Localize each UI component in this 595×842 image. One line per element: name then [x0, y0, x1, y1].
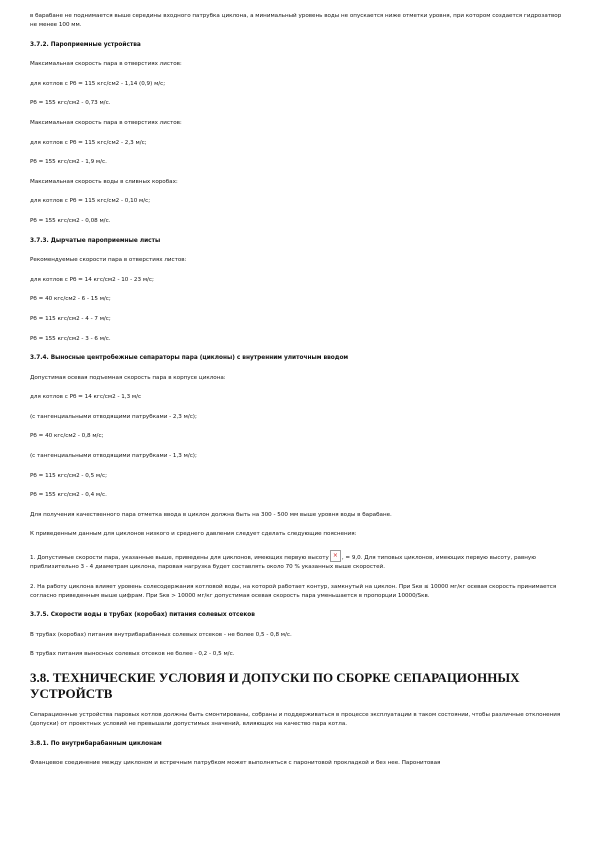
paragraph: Рекомендуемые скорости пара в отверстиях листов: [30, 257, 187, 264]
paragraph: для котлов с Рб = 115 кгс/см2 - 1,14 (0,9) м/с; [30, 80, 166, 87]
paragraph: Сепарационные устройства паровых котлов должны быть смонтированы, собраны и поддерживаться в процессе эксплуатации в таком состоянии, чтобы различные отклонения (допуски) от проектных условий не превышали допустимых значений, влияющих на качество пара котла. [30, 712, 561, 727]
subsection-heading: 3.7.3. Дырчатые пароприемные листы [30, 237, 161, 244]
paragraph: (с тангенциальными отводящими патрубками - 2,3 м/с); [30, 413, 197, 420]
paragraph: Максимальная скорость пара в отверстиях листов: [30, 119, 182, 126]
subsection-heading: 3.7.2. Пароприемные устройства [30, 41, 141, 48]
paragraph: Рб = 115 кгс/см2 - 0,5 м/с; [30, 472, 107, 479]
paragraph: для котлов с Рб = 14 кгс/см2 - 10 - 23 м/с; [30, 276, 154, 283]
paragraph: в барабане не поднимается выше середины входного патрубка циклона, а минимальный уровень воды не опускается ниже отметки уровня, при котором создается гидрозатвор не менее 100 мм. [30, 13, 562, 28]
paragraph: Максимальная скорость пара в отверстиях листов: [30, 61, 182, 68]
subsection-heading: 3.7.4. Выносные центробежные сепараторы пара (циклоны) с внутренним улиточным вводом [30, 355, 349, 362]
paragraph: Рб = 155 кгс/см2 - 0,08 м/с. [30, 217, 111, 224]
paragraph: Рб = 40 кгс/см2 - 0,8 м/с; [30, 433, 104, 440]
paragraph: для котлов с Рб = 115 кгс/см2 - 2,3 м/с; [30, 139, 147, 146]
paragraph-text-after-image: , = 9,0. Для типовых циклонов, имеющих первую высоту, равную приблизительно 3 - 4 диаметрам циклона, паровая нагрузка будет составлять около 70 % указанных выше скоростей. [30, 555, 536, 571]
paragraph: Рб = 115 кгс/см2 - 4 - 7 м/с; [30, 315, 111, 322]
subsection-heading: 3.8.1. По внутрибарабанным циклонам [30, 740, 162, 747]
section-heading: 3.8. ТЕХНИЧЕСКИЕ УСЛОВИЯ И ДОПУСКИ ПО СБОРКЕ СЕПАРАЦИОННЫХ УСТРОЙСТВ [30, 670, 520, 701]
paragraph: Рб = 40 кгс/см2 - 6 - 15 м/с; [30, 296, 111, 303]
paragraph: Рб = 155 кгс/см2 - 3 - 6 м/с. [30, 335, 111, 342]
paragraph: Фланцевое соединение между циклоном и встречным патрубком может выполняться с паронитовой прокладкой и без нее. Паронитовая [30, 760, 441, 767]
paragraph-text-before-image: 1. Допустимые скорости пара, указанные выше, приведены для циклонов, имеющих первую высоту [30, 555, 329, 562]
paragraph [30, 550, 565, 572]
paragraph: 2. На работу циклона влияет уровень солесодержания котловой воды, на которой работает контур, замкнутый на циклон. При Sкв ≤ 10000 мг/кг осевая скорость принимается согласно приведенным выше цифрам. При Sкв > 10000 мг/кг допустимая осевая скорость пара уменьшается в пропорции 10000/Sкв. [30, 583, 557, 599]
paragraph: В трубах (коробах) питания внутрибарабанных солевых отсеков - не более 0,5 - 0,8 м/с. [30, 631, 292, 638]
paragraph: Максимальная скорость воды в сливных коробах: [30, 178, 178, 185]
broken-image-cross-icon: × [332, 552, 338, 560]
paragraph: В трубах питания выносных солевых отсеков не более - 0,2 - 0,5 м/с. [30, 651, 235, 658]
paragraph: для котлов с Рб = 115 кгс/см2 - 0,10 м/с; [30, 198, 151, 205]
paragraph: Рб = 155 кгс/см2 - 1,9 м/с. [30, 159, 107, 166]
paragraph: Рб = 155 кгс/см2 - 0,73 м/с. [30, 100, 111, 107]
paragraph: (с тангенциальными отводящими патрубками - 1,3 м/с); [30, 453, 197, 460]
paragraph: Для получения качественного пара отметка ввода в циклон должна быть на 300 - 500 мм выше уровня воды в барабане. [30, 511, 392, 518]
paragraph: Рб = 155 кгс/см2 - 0,4 м/с. [30, 492, 107, 499]
paragraph: К приведенным данным для циклонов низкого и среднего давления следует сделать следующие пояснения: [30, 531, 357, 538]
subsection-heading: 3.7.5. Скорости воды в трубах (коробах) питания солевых отсеков [30, 612, 255, 619]
broken-image-icon [330, 550, 341, 562]
document-body [30, 12, 565, 779]
paragraph: Допустимая осевая подъемная скорость пара в корпусе циклона: [30, 374, 226, 381]
paragraph: для котлов с Рб = 14 кгс/см2 - 1,3 м/с [30, 394, 142, 401]
